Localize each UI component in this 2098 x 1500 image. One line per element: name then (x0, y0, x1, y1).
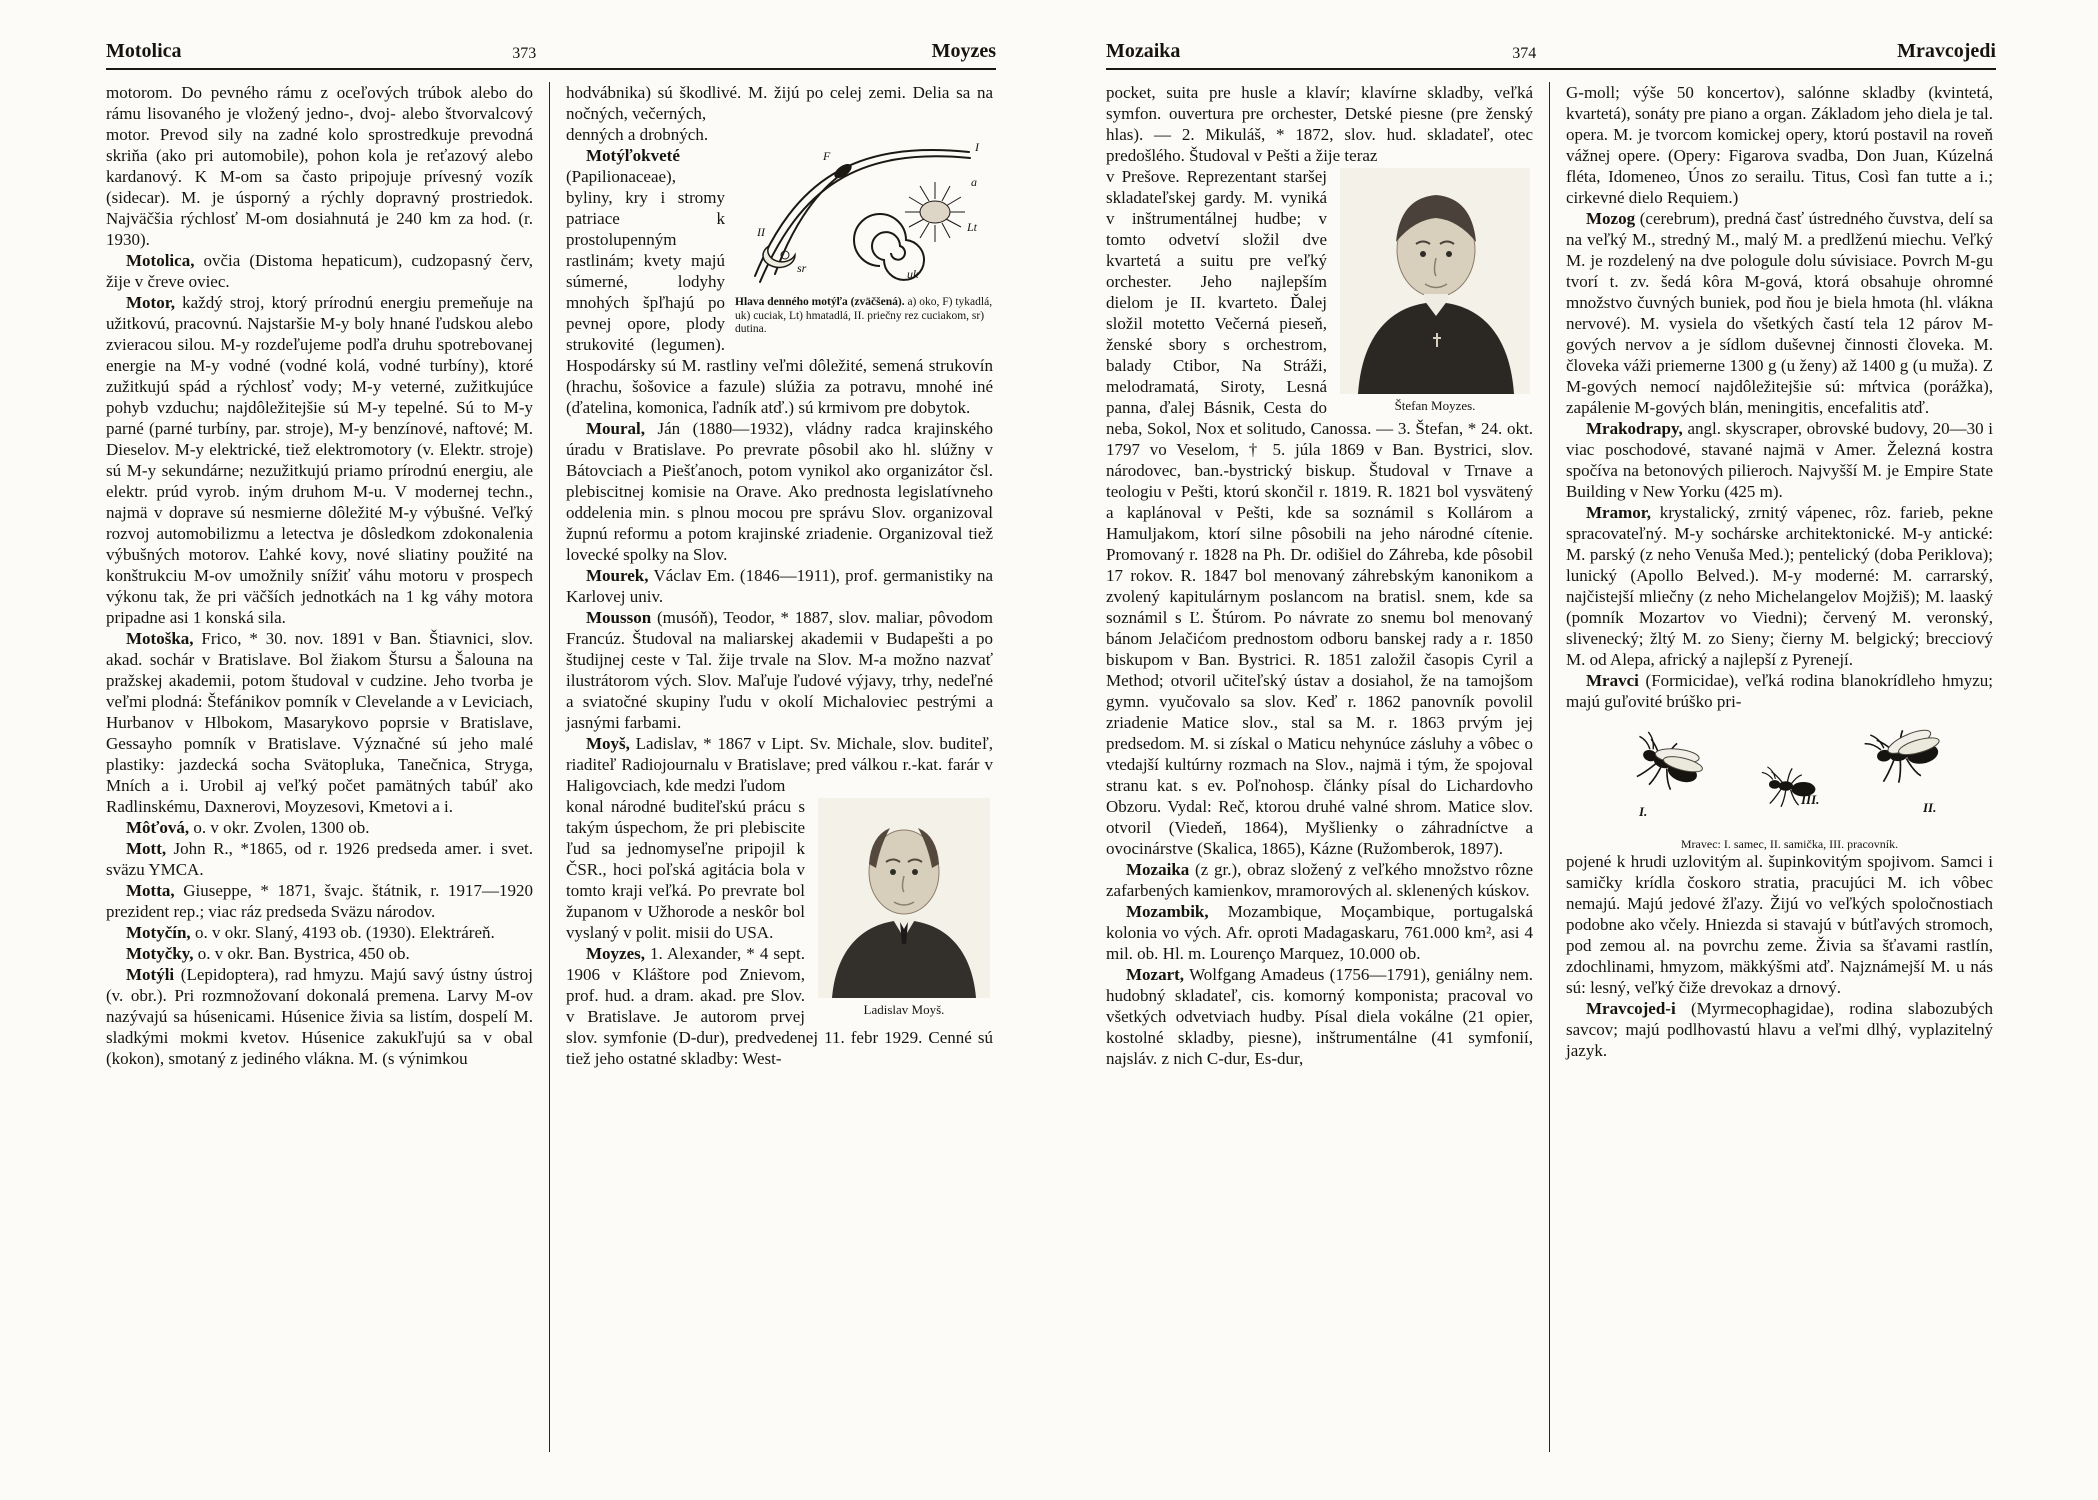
label-II: II (757, 225, 765, 239)
butterfly-figure-caption: Hlava denného motýľa (zväčšená). a) oko, F) tykadlá, uk) cuciak, Lt) hmatadlá, II. priečny rez cuciakom, sr) dutina. (735, 296, 993, 335)
page-number-right: 374 (1512, 45, 1537, 62)
entry-body: (Lepidoptera), rad hmyzu. Majú savý ústny ústroj (v. obr.). Pri rozmnožovaní dokonalá premena. Larvy M-ov nazývajú sa húsenicami. Húsenice živia sa listím, dospelí M. sladkými mokmi kvetov. Húsenice zakukľujú sa v obal (kokon), smotaný z jediného vlákna. M. (s výnimkou (106, 965, 533, 1068)
entry-term: Moyzes, (586, 944, 646, 963)
entry-body: (z gr.), obraz složený z veľkého množstvo rôzne zafarbených kamienkov, mramorových al. sklenených kúskov. (1106, 860, 1533, 900)
entry-term: Mozaika (1126, 860, 1190, 879)
ants-illustration-icon (1605, 712, 1975, 828)
entry-motta (106, 880, 533, 922)
entry-term: Mravcojed-i (1586, 999, 1676, 1018)
entry-body: konal národné buditeľskú prácu s takým úspechom, že pri plebiscite ľud sa jednomyseľne pripojil k ČSR., hoci poľská agitácia bola v tomto kraji veľká. Po prevrate bol županom v Užhorode a neskôr bol vyslaný v polit. misii do USA. (566, 797, 805, 942)
entry-term: Motýľokveté (586, 146, 680, 165)
entry-term: Moural, (586, 419, 646, 438)
right-page (1106, 40, 1996, 1452)
entry-motor (106, 292, 533, 628)
entry-body: (Papilionaceae), byliny, kry i stromy patriace k prostolupenným rastlinám; kvety majú súmerné, lodyhy mnohých špľhajú po pevnej opore, plody strukovité (legumen). Hospodársky sú M. rastliny veľmi dôležité, semená strukovín (hrachu, šošovice a fazule) slúžia za potravu, mnohé iné (ďatelina, komonica, ľadník atď.) sú krmivom pre dobytok. (566, 167, 993, 417)
entry-mozaika (1106, 859, 1533, 901)
butterfly-diagram-figure (735, 126, 993, 337)
label-sr: sr (797, 261, 807, 275)
entry-mozambik (1106, 901, 1533, 964)
entry-mravci (1566, 670, 1993, 712)
entry-term: Mrakodrapy, (1586, 419, 1683, 438)
entry-term: Mourek, (586, 566, 649, 585)
entry-term: Mravci (1586, 671, 1639, 690)
entry-body: o. v okr. Slaný, 4193 ob. (1930). Elektráreň. (194, 923, 495, 942)
label-ant-II: II. (1922, 800, 1936, 815)
label-F: F (823, 149, 831, 163)
label-Lt: Lt (967, 220, 978, 234)
entry-motycky (106, 943, 533, 964)
entry-body: (Formicidae), veľká rodina blanokrídleho hmyzu; majú guľovité brúško pri- (1566, 671, 1993, 711)
header-keyword-left: Mozaika (1106, 40, 1181, 62)
entry-body: o. v okr. Ban. Bystrica, 450 ob. (197, 944, 410, 963)
entry-body: krystalický, zrnitý vápenec, rôz. farieb, pekne spracovateľný. M-y sochárske architektonické. M-y antické: M. parský (z neho Venuša Med.); pentelický (doba Periklova); lunický (Apollo Belved.). M-y moderné: M. carrarský, najčistejší mliečny (z neho Michelangelov Mojžiš); M. laaský (pomník Mozartov vo Viedni); červený M. veronský, slivenecký; žltý M. zo Sieny; čierny M. belgický; brecciový M. od Alepa, africký a najlepší z Pyrenejí. (1566, 503, 1993, 669)
entry-term: Motolica, (126, 251, 195, 270)
continuation-paragraph (1106, 166, 1533, 859)
entry-motycin (106, 922, 533, 943)
entry-body: denných a drobných. (566, 125, 709, 144)
entry-mozog (1566, 208, 1993, 418)
entry-term: Motta, (126, 881, 175, 900)
left-page (106, 40, 996, 1452)
entry-body: (cerebrum), predná časť ústredného čuvstva, delí sa na veľký M., stredný M., malý M. a predlženú miechu. Veľký M. je rozdelený na dve pologule dolu súvisiace. Povrch M-gu tvorí t. zv. šedá kôra M-gová, ktorá obsahuje ohromné množstvo čuvných buniek, pod ňou je biela hmota (hl. vlákna nervové). M. vysiela do všetkých častí tela 12 párov M-gových nervov a je sídlom duševnej činnosti človeka. M. človeka váži priemerne 1300 g (u ženy) až 1400 g (u muža). Z M-gových nemocí najdôležitejšie sú: mŕtvica (porážka), zapálenie M-gových blán, meningitis, encefalitis atď. (1566, 209, 1993, 417)
entry-term: Mozog (1586, 209, 1636, 228)
entry-body: G-moll; výše 50 koncertov), salónne skladby (kvintetá, kvartetá), sonáty pre piano a organ. Základom jeho diela je tal. opera. M. je tvorcom komickej opery, ktorú postavil na roveň vážnej opere. (Opery: Figarova svadba, Don Juan, Kúzelná fléta, Idomeneo, Únos zo serailu. Titus, Così fan tutte a i.; cirkevné dielo Requiem.) (1566, 83, 1993, 207)
entry-body: pojené k hrudi uzlovitým al. šupinkovitým spojivom. Samci i samičky krídla čoskoro stratia, pracujúci M. ich vôbec nemajú. Majú jedové žľazy. Žijú vo veľkých spoločnostiach podobne ako včely. Hniezda si stavajú v bútľavých stromoch, pod zemou al. na povrchu zeme. Živia sa šťavami rastlín, zdochlinami, hmyzom, mäkkýšmi atď. Najznámejší M. u nás sú: lesný, veľký čiže drevokaz a drnový. (1566, 852, 1993, 997)
left-page-columns (106, 82, 996, 1452)
entry-motyli (106, 964, 533, 1069)
entry-body: Giuseppe, * 1871, švajc. štátnik, r. 1917—1920 prezident rep.; viac ráz predseda Sväzu národov. (106, 881, 533, 921)
column-3 (1106, 82, 1533, 1452)
entry-body: John R., *1865, od r. 1926 predseda amer. i svet. sväzu YMCA. (106, 839, 533, 879)
entry-term: Motor, (126, 293, 175, 312)
label-ant-I: I. (1638, 804, 1647, 819)
entry-term: Môťová, (126, 818, 190, 837)
continuation-paragraph (106, 82, 533, 250)
entry-mourek (566, 565, 993, 607)
continuation-paragraph (1566, 82, 1993, 208)
entry-body: hodvábnika) sú škodlivé. M. žijú po celej zemi. Delia sa na nočných, večerných, (566, 83, 993, 123)
entry-body: Ján (1880—1932), vládny radca krajinského úradu v Bratislave. Po prevrate pôsobil ako hl. slúžny v Bátovciach a Piešťanoch, potom vynikol ako organizátor čsl. plebiscitnej komisie na Orave. Ako prednosta legislatívneho oddelenia min. s plnou mocou pre správu Slov. organizoval župnú reformu a potom krajinské zriadenie. Organizoval tiež lovecké spolky na Slov. (566, 419, 993, 564)
continuation-paragraph (1106, 82, 1533, 166)
entry-body: Václav Em. (1846—1911), prof. germanistiky na Karlovej univ. (566, 566, 993, 606)
column-1 (106, 82, 533, 1452)
ants-figure-caption: Mravec: I. samec, II. samička, III. pracovník. (1680, 837, 1899, 851)
entry-term: Mozart, (1126, 965, 1185, 984)
column-4 (1549, 82, 1993, 1452)
moys-portrait-caption: Ladislav Moyš. (863, 1002, 945, 1017)
header-keyword-right: Mravcojedi (1897, 40, 1996, 62)
entry-mravcojedi (1566, 998, 1993, 1061)
entry-body: (Myrmecophagidae), rodina slabozubých savcov; majú podlhovastú hlavu a veľmi dlhý, vyplazitelný jazyk. (1566, 999, 1993, 1060)
entry-mott (106, 838, 533, 880)
moyzes-portrait-figure (1337, 168, 1533, 413)
entry-motoska (106, 628, 533, 817)
entry-mozart (1106, 964, 1533, 1069)
entry-body: 1. Alexander, * 4 sept. 1906 v Kláštore pod Znievom, prof. hud. a dram. akad. pre Slov. v Bratislave. Je autorom prvej slov. symfonie (D-dur), predvedenej 11. febr 1929. Cenné sú tiež jeho ostatné skladby: West- (566, 944, 993, 1068)
entry-term: Motýli (126, 965, 175, 984)
right-page-columns (1106, 82, 1996, 1452)
entry-motova (106, 817, 533, 838)
entry-term: Motyčín, (126, 923, 191, 942)
entry-term: Mousson (586, 608, 652, 627)
entry-body: Wolfgang Amadeus (1756—1791), geniálny nem. hudobný skladateľ, cis. komorný komponista; pracoval vo všetkých odvetviach hudby. Písal diela vokálne (21 opier, kostolné skladby, piesne), inštrumentálne (41 symfonií, najsláv. z nich C-dur, Es-dur, (1106, 965, 1533, 1068)
label-a: a (971, 175, 977, 189)
entry-mrakodrapy (1566, 418, 1993, 502)
entry-body: ovčia (Distoma hepaticum), cudzopasný červ, žije v čreve oviec. (106, 251, 533, 291)
ladislav-moys-portrait-icon (818, 798, 990, 998)
entry-motolica (106, 250, 533, 292)
continuation-paragraph (566, 82, 993, 124)
entry-body: o. v okr. Zvolen, 1300 ob. (193, 818, 370, 837)
entry-body: Mozambique, Moçambique, portugalská kolonia vo vých. Afr. oproti Madagaskaru, 761.000 km², asi 4 mil. ob. Hl. m. Lourenço Marquez, 10.000 ob. (1106, 902, 1533, 963)
left-page-header (106, 40, 996, 70)
entry-body: Frico, * 30. nov. 1891 v Ban. Štiavnici, slov. akad. sochár v Bratislave. Bol žiakom Štursu a Šalouna na pražskej akademii, potom študoval v cudzine. Jeho tvorba je veľmi plodná: Štefánikov pomník v Clevelande a v Leviciach, Hurbanov v Hlbokom, Masarykovo poprsie v Bratislave, Gessayho pomník v Bratislave. Význačné sú jeho malé plastiky: jazdecká socha Svätopluka, Tanečnica, Stryga, Mních a i. Urobil aj veľký počet pamätných tabúľ ako Radlinskému, Daxnerovi, Moyzesovi, Kmetovi a i. (106, 629, 533, 816)
header-keyword-right: Moyzes (931, 40, 996, 62)
entry-term: Motyčky, (126, 944, 194, 963)
entry-mousson (566, 607, 993, 733)
stefan-moyzes-portrait-icon (1340, 168, 1530, 394)
entry-term: Mott, (126, 839, 167, 858)
label-ant-III: III. (1800, 792, 1819, 807)
entry-body: (musóň), Teodor, * 1887, slov. maliar, pôvodom Francúz. Študoval na maliarskej akademii v Budapešti a po študijnej ceste v Tal. žije trvale na Slov. M-a možno nazvať ilustrátorom vých. Slov. Maľuje ľudové výjavy, trhy, nedeľné a sviatočné skupiny ľudu v okolí Michaloviec pestrými a jasnými farbami. (566, 608, 993, 732)
continuation-paragraph (1566, 851, 1993, 998)
entry-body: motorom. Do pevného rámu z oceľových trúbok alebo do rámu lisovaného je vložený jedno-, dvoj- alebo štvorvalcový motor. Prevod sily na zadné kolo sprostredkuje prevodná skriňa (ako pri automobile), pohon kola je reťazový alebo kardanový. K M-om sa často pripojuje prívesný vozík (sidecar). M. je úsporný a rýchly dopravný prostriedok. Najväčšia rýchlosť M-om dosiahnutá je 240 km za hod. (r. 1930). (106, 83, 533, 249)
entry-term: Mramor, (1586, 503, 1651, 522)
moys-portrait-figure (815, 798, 993, 1017)
entry-body: Ladislav, * 1867 v Lipt. Sv. Michale, slov. buditeľ, riaditeľ Radiojournalu v Bratislave; pred válkou r.-kat. farár v Haligovciach, kde medzi ľudom (566, 734, 993, 795)
entry-term: Mozambik, (1126, 902, 1209, 921)
entry-moys (566, 733, 993, 796)
entry-term: Motoška, (126, 629, 194, 648)
entry-body: v Prešove. Reprezentant staršej skladateľskej gardy. M. vyniká v inštrumentálnej hudbe; v tomto odvetví složil dve kvartetá a suitu pre veľký orchester. Jeho najlepším dielom je II. kvarteto. Ďalej složil motetto Večerná pieseň, ženské sbory s orchestrom, balady Ctibor, Na Stráži, melodramatá, Siroty, Lesná panna, ďalej Básnik, Cesta do neba, Sokol, Nox et solitudo, Canossa. — 3. Štefan, * 24. okt. 1797 vo Veselom, † 5. júla 1869 v Ban. Bystrici, slov. národovec, ban.-bystrický biskup. Študoval v Trnave a teologiu v Pešti, ktorú skončil r. 1819. R. 1821 bol vysvätený a kaplánoval v Pešti, kde sa soznámil s Kollárom a Hamuljakom, ktorí silne pôsobili na jeho národné cítenie. Promovaný r. 1828 na Ph. Dr. odišiel do Záhreba, kde pôsobil 17 rokov. R. 1847 bol menovaný záhrebským kanonikom a zvolený kapitulárnym poslancom na bratisl. snem, kde sa soznámil s Ľ. Štúrom. Po návrate zo snemu bol menovaný bánom Jelačićom prednostom odboru banskej rady a r. 1850 biskupom v Ban. Bystrici. R. 1851 založil časopis Cyril a Method; otvoril učiteľský ústav a dosiahol, že na tamojšom gymn. vyučovalo sa slov. Keď r. 1862 panovník povolil zriadenie Matice slov., stal sa M. r. 1863 prvým jej predsedom. M. si získal o Maticu nehynúce zásluhy a vôbec o vtedajší kultúrny rozmach na Slov., najmä i tým, že spojoval stranu kat. s ev. Poľnohosp. články písal do Lichardovho Obzoru. Vydal: Reč, ktorou druhé valné shrom. Matice slov. otvoril (Viedeň, 1864), Myšlienky o záhradníctve a ovocinárstve (Skalica, 1865), Kázne (Ružomberok, 1897). (1106, 167, 1533, 858)
column-2 (549, 82, 993, 1452)
entry-moural (566, 418, 993, 565)
header-keyword-left: Motolica (106, 40, 182, 62)
page-number-left: 373 (512, 45, 537, 62)
entry-body: pocket, suita pre husle a klavír; klavírne skladby, veľká symfon. ouvertura pre orchester, Detské piesne (pre ženský hlas). — 2. Mikuláš, * 1872, slov. hud. skladateľ, otec predošlého. Študoval v Pešti a žije teraz (1106, 83, 1533, 165)
moyzes-portrait-caption: Štefan Moyzes. (1394, 398, 1476, 413)
entry-body: angl. skyscraper, obrovské budovy, 20—30 i viac poschodové, stavané najmä v Amer. Železná kostra spočíva na betonových pilieroch. Najvyšší M. je Empire State Building v New Yorku (425 m). (1566, 419, 1993, 501)
label-I: I (975, 140, 979, 154)
entry-term: Moyš, (586, 734, 630, 753)
butterfly-head-diagram-icon (739, 126, 989, 292)
label-uk: uk (907, 267, 919, 281)
entry-mramor (1566, 502, 1993, 670)
ants-figure (1566, 712, 1993, 851)
right-page-header (1106, 40, 1996, 70)
entry-body: každý stroj, ktorý prírodnú energiu premeňuje na užitkovú, pracovnú. Najstaršie M-y boly hnané ľudskou alebo zvieracou silou. M-y rozdeľujeme podľa druhu spotrebovanej energie na M-y vodné (vodné kolá, vodné turbíny), ktoré zužitkujú spád a rýchlosť vody; M-y veterné, zužitkujúce pohyb vzduchu; najdôležitejšie sú M-y tepelné. Sú to M-y parné (parné turbíny, par. stroje), M-y benzínové, naftové; M. Dieselov. M-y elektrické, tiež elektromotory (v. Elektr. stroje) sú M-y sekundárne; nezužitkujú priamo prírodnú energiu, ale elektr. prúd vyrob. iným druhom M-u. V modernej techn., najmä v doprave sú nesmierne dôležité M-y výbušné. Veľký rozvoj automobilizmu a letectva je dôsledkom zdokonalenia výbušných motorov. Ľahké kovy, nové sliatiny použité na konštrukciu M-ov umožnily snížiť váhu motoru v prospech výkonu tak, že pri väčších jednotkách na 1 kg váhy motora pripadne asi 1 konská sila. (106, 293, 533, 627)
